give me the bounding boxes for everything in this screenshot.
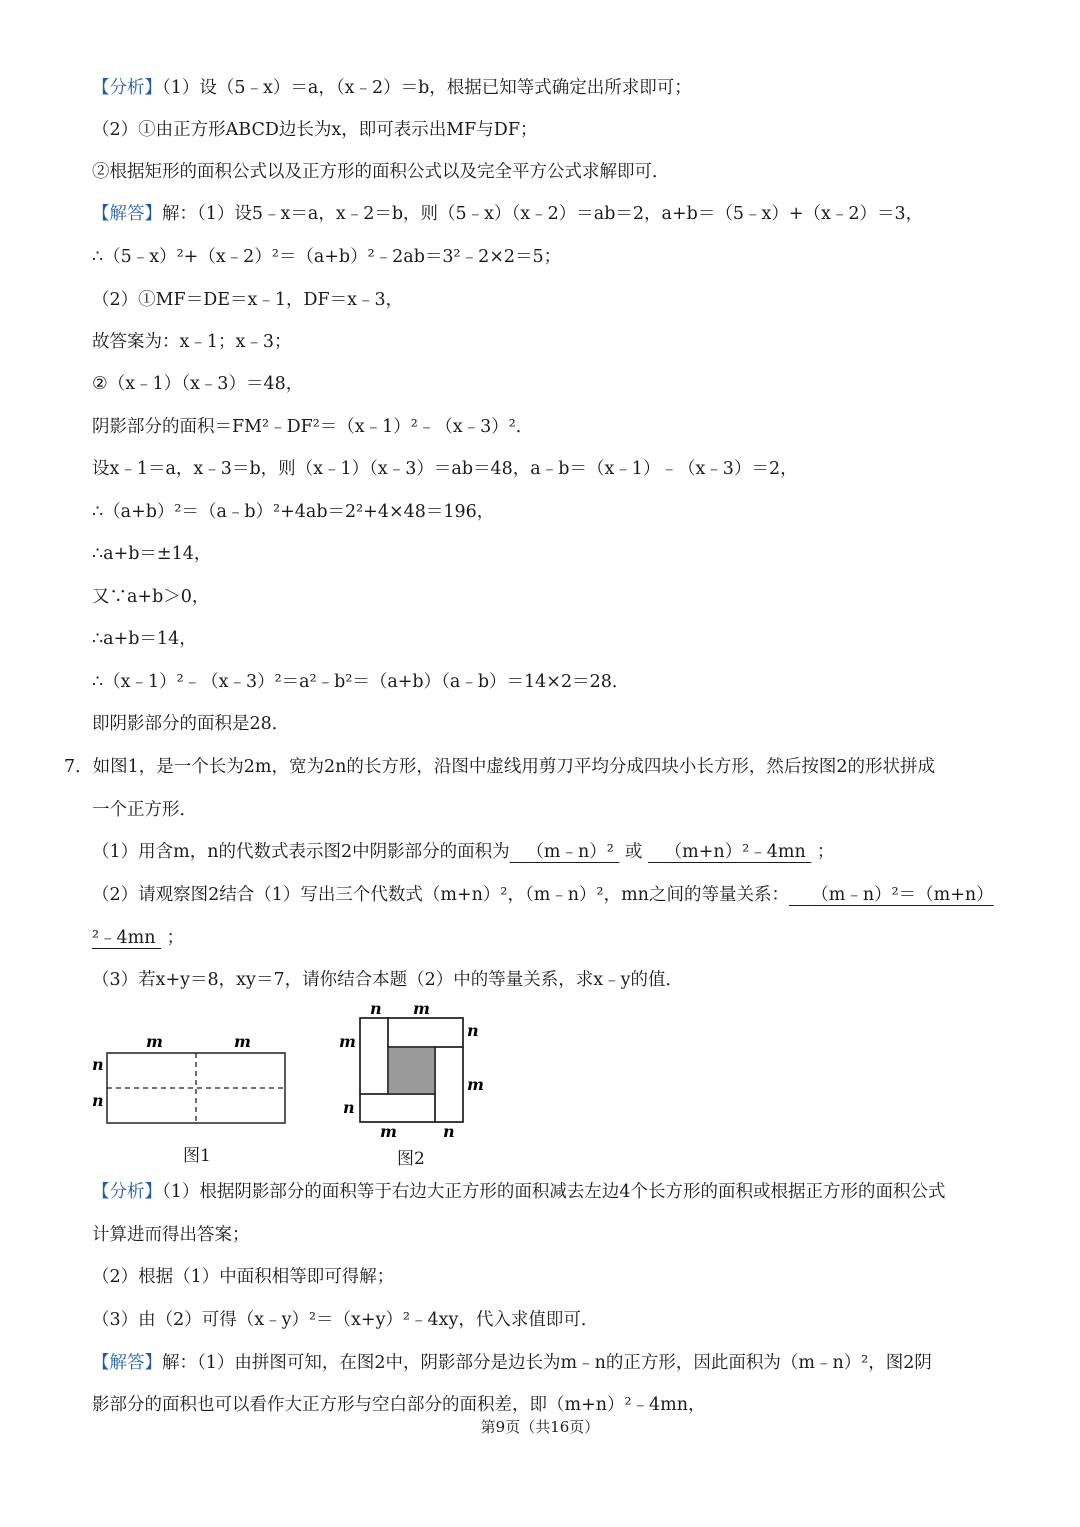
q7-part-3: （3）若x+y＝8，xy＝7，请你结合本题（2）中的等量关系，求x﹣y的值． — [92, 970, 683, 990]
figure-2-caption: 图2 — [397, 1149, 425, 1169]
fig1-label-n-2: n — [92, 1091, 104, 1110]
fig2-label-n-top: n — [370, 1000, 382, 1018]
solution-line-11: ∴a+b＝14， — [92, 629, 197, 649]
fig2-label-m-bottom: m — [380, 1122, 397, 1141]
figure-1 — [80, 1028, 300, 1138]
q7-part-2-cont: ²﹣4mn ； — [92, 928, 185, 948]
fig2-label-m-top: m — [413, 1000, 430, 1018]
fig2-label-m-left: m — [339, 1032, 356, 1051]
q7-answer-2a: （m﹣n）²＝（m+n） — [811, 885, 994, 905]
q7-answer-1a: （m﹣n）² — [526, 842, 614, 862]
fig2-label-n-bottom: n — [443, 1122, 455, 1141]
fig2-rect-bottom — [360, 1094, 435, 1122]
solution-line-13: 即阴影部分的面积是28． — [92, 714, 290, 734]
analysis-line-3: ②根据矩形的面积公式以及正方形的面积公式以及完全平方公式求解即可． — [92, 162, 670, 182]
q7-part-1: （1）用含m，n的代数式表示图2中阴影部分的面积为 （m﹣n）² 或 （m+n）²﹣4mn ； — [92, 842, 835, 862]
analysis-line-2: （2）①由正方形ABCD边长为x，即可表示出MF与DF； — [92, 120, 538, 140]
q7-solution-line-2: 影部分的面积也可以看作大正方形与空白部分的面积差，即（m+n）²﹣4mn， — [92, 1395, 706, 1415]
fig1-label-m-2: m — [234, 1032, 251, 1051]
analysis-line-1: 【分析】（1）设（5﹣x）＝a，（x﹣2）＝b，根据已知等式确定出所求即可； — [92, 78, 692, 98]
q7-analysis-line-2: 计算进而得出答案； — [92, 1225, 250, 1245]
fig2-label-n-right: n — [467, 1021, 479, 1040]
solution-line-3: （2）①MF＝DE＝x﹣1，DF＝x﹣3， — [92, 290, 404, 310]
figure-1-caption: 图1 — [183, 1146, 211, 1166]
solution-line-8: ∴（a+b）²＝（a﹣b）²+4ab＝2²+4×48＝196， — [92, 502, 495, 522]
page-footer: 第9页（共16页） — [480, 1418, 600, 1436]
fig2-label-m-right: m — [467, 1075, 484, 1094]
solution-line-12: ∴（x﹣1）²﹣（x﹣3）²＝a²﹣b²＝（a+b）（a﹣b）＝14×2＝28． — [92, 672, 630, 692]
fig2-shaded-square — [388, 1047, 435, 1094]
fig2-rect-right — [435, 1047, 463, 1122]
solution-line-1: 【解答】解：（1）设5﹣x＝a，x﹣2＝b，则（5﹣x）（x﹣2）＝ab＝2，a+b＝（5﹣x）+（x﹣2）＝3， — [92, 204, 924, 224]
solution-line-6: 阴影部分的面积＝FM²﹣DF²＝（x﹣1）²﹣（x﹣3）²． — [92, 417, 534, 437]
fig1-label-n-1: n — [92, 1055, 104, 1074]
fig2-label-n-left: n — [343, 1098, 355, 1117]
q7-solution-line-1: 【解答】解：（1）由拼图可知，在图2中，阴影部分是边长为m﹣n的正方形，因此面积为（m﹣n）²，图2阴 — [92, 1353, 932, 1373]
q7-answer-1b: （m+n）²﹣4mn — [664, 842, 806, 862]
q7-part-2: （2）请观察图2结合（1）写出三个代数式（m+n）²，（m﹣n）²，mn之间的等量关系： （m﹣n）²＝（m+n） — [92, 885, 994, 905]
solution-line-7: 设x﹣1＝a，x﹣3＝b，则（x﹣1）（x﹣3）＝ab＝48，a﹣b＝（x﹣1）﹣（x﹣3）＝2， — [92, 459, 798, 479]
solution-line-2: ∴（5﹣x）²+（x﹣2）²＝（a+b）²﹣2ab＝3²﹣2×2＝5； — [92, 247, 562, 267]
solution-line-9: ∴a+b＝±14， — [92, 544, 212, 564]
figure-2 — [335, 1000, 495, 1145]
q7-analysis-line-1: 【分析】（1）根据阴影部分的面积等于右边大正方形的面积减去左边4个长方形的面积或根据正方形的面积公式 — [92, 1182, 946, 1202]
q7-stem-line-2: 一个正方形． — [92, 800, 197, 820]
solution-line-4: 故答案为：x﹣1；x﹣3； — [92, 332, 292, 352]
solution-line-5: ②（x﹣1）（x﹣3）＝48， — [92, 374, 304, 394]
q7-answer-2b: ²﹣4mn — [92, 928, 156, 948]
q7-stem-line-1: 7．如图1，是一个长为2m，宽为2n的长方形，沿图中虚线用剪刀平均分成四块小长方形，然后按图2的形状拼成 — [64, 757, 936, 777]
solution-line-10: 又∵a+b＞0， — [92, 587, 210, 607]
q7-analysis-line-3: （2）根据（1）中面积相等即可得解； — [92, 1267, 395, 1287]
fig2-rect-top — [388, 1018, 463, 1047]
q7-analysis-line-4: （3）由（2）可得（x﹣y）²＝（x+y）²﹣4xy，代入求值即可． — [92, 1310, 599, 1330]
fig1-label-m-1: m — [146, 1032, 163, 1051]
fig2-rect-left — [360, 1018, 388, 1094]
